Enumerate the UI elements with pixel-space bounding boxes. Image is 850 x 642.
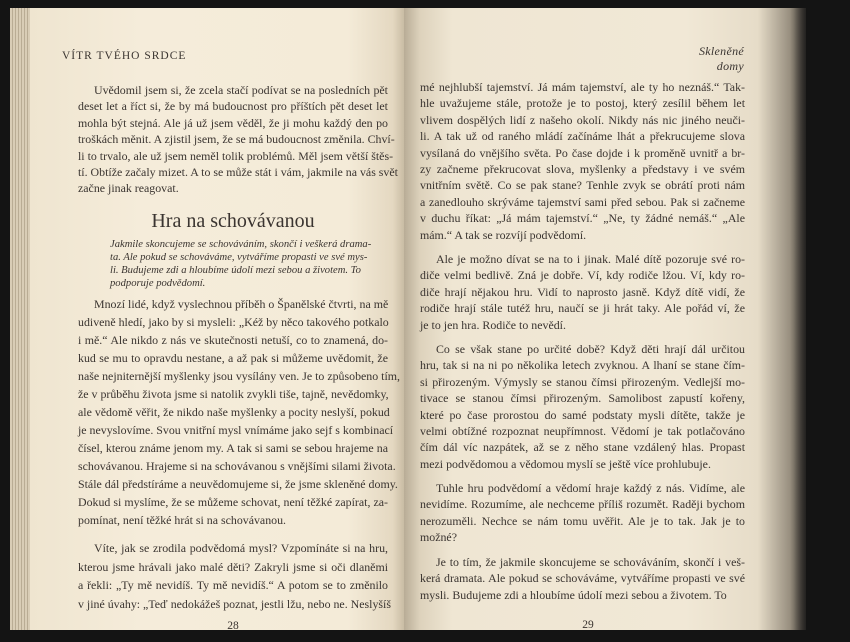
page-number-right: 29 <box>582 619 594 631</box>
page-edges <box>10 8 32 630</box>
text-line: mysli. Budujeme zdi a hloubíme údolí mezi sebou a životem. To <box>420 587 727 602</box>
book-edge-shadow <box>790 0 850 642</box>
text-line: pomínat, není těžké hrát si na schovávanou. <box>78 513 287 527</box>
text-line: Stále dál předstíráme a neuvědomujeme si, že jsme skleněné domy. <box>78 477 398 491</box>
running-header-right: Skleněné domy <box>698 44 744 73</box>
text-line: možné? <box>420 530 457 545</box>
text-line: Dokud si myslíme, že se můžeme schovat, není těžké zapírat, za- <box>78 495 388 509</box>
text-line: deset let a říct si, že by má budoucnost pro příštích pět deset let <box>78 99 388 114</box>
text-line: že v průběhu života jsme si natolik zvykli tiše, tajně, nevědomky, <box>78 387 389 401</box>
section-abstract <box>110 238 372 290</box>
text-line: velmi obtížné rozpoznat neupřímnost. Vědomí je tak potlačováno <box>420 423 745 438</box>
text-line: Je to tím, že jakmile skoncujeme se schováváním, skončí i veš- <box>436 555 745 569</box>
text-line: hru, tak si na ni po několika letech zvyknou. A lhaní se stane čím- <box>420 358 745 373</box>
text-line: mám.“ A tak se rozvíjí podvědomí. <box>420 227 587 242</box>
text-line: v jiné úvahy: „Teď nedokážeš poznat, jestli lžu, nebo ne. Neslyšíš <box>78 596 391 611</box>
text-line: v duchu říkat: „Já mám tajemství.“ „Ne, ty žádné nemáš.“ „Ale <box>420 211 745 226</box>
text-line: hle uvažujeme stále, protože je to postoj, který zesílil během let <box>420 96 745 111</box>
text-line: nevidíme. Rozumíme, ale nechceme příliš rozumět. Raději bychom <box>420 497 745 512</box>
text-line: rodiče hrají stále tutéž hru, naučí se ji hrát taky. Ale pořád ví, že <box>420 301 745 316</box>
text-line: čím dál víc nazpátek, až se z něho stane vzdálený hlas. Propast <box>420 440 745 455</box>
text-line: a zanedlouho skrýváme tajemství sami před sebou. Pak si začneme <box>420 194 745 209</box>
text-line: Víte, jak se zrodila podvědomá mysl? Vzpomínáte si na hru, <box>94 541 388 555</box>
paragraph <box>78 539 391 613</box>
text-line: nerozuměli. Nechce se nám tomu uvěřit. Ale je to tak. Jak je to <box>420 513 745 528</box>
text-line: tivace se stanou čímsi přirozeným. Samolibost zapustí kořeny, <box>420 391 745 406</box>
text-line: vysílaná do vnějšího světa. Po čase dojde i k proměně uvnitř a br- <box>420 145 745 160</box>
paragraph <box>420 79 745 243</box>
text-line: tí. Obtíže začaly mizet. A to se může stát i vám, jakmile na vás svět <box>78 164 398 179</box>
text-line: schovávanou. Hrajeme si na schovávanou s vnějšími silami života. <box>78 459 396 473</box>
text-line: Co se však stane po určité době? Když děti hrají dál určitou <box>436 342 745 356</box>
text-line: a řekli: „Ty mě nevidíš. Ty mě nevidíš.“ A potom se to změnilo <box>78 578 388 592</box>
text-line: li. Budujeme zdi a hloubíme údolí mezi sebou a životem. To <box>110 265 361 276</box>
text-line: diče velmi bedlivě. Zná je dobře. Ví, kdy rodiče lžou. Ví, kdy ro- <box>420 268 745 283</box>
text-line: vlivem dospělých lidí z našeho okolí. Nikdy nás nic jiného neuči- <box>420 112 745 127</box>
text-line: Jakmile skoncujeme se schováváním, skončí i veškerá drama- <box>110 239 372 250</box>
paragraph <box>78 295 400 529</box>
text-line: vnitřním světě. Co se pak stane? Tenhle zvyk se obrátí proti nám <box>420 178 745 193</box>
text-line: li. A tak už od raného mládí začínáme lhát a překrucujeme slova <box>420 129 745 144</box>
text-line: podporuje podvědomí. <box>110 278 206 289</box>
text-line: čísel, kterou známe jenom my. A tak si sami se sebou hrajeme na <box>78 441 388 455</box>
intro-paragraph <box>78 82 398 197</box>
text-line: ale vědomě věřit, že nikdo naše myšlenky a pocity neslyší, pokud <box>78 405 390 419</box>
text-line: kud se mu to opravdu nestane, a až pak si můžeme uvědomit, že <box>78 351 388 365</box>
paragraph <box>420 554 745 603</box>
paragraph <box>420 480 745 546</box>
text-line: naše nejniternější myšlenky jsou vysílány ven. Je to způsobeno tím, <box>78 369 400 383</box>
text-line: troškách měnit. A zjistil jsem, že se má budoucnost změnila. Chví- <box>78 132 395 147</box>
paragraph <box>420 251 745 333</box>
section-title: Hra na schovávanou <box>151 210 315 232</box>
text-line: Uvědomil jsem si, že zcela stačí podívat se na posledních pět <box>94 83 388 97</box>
text-line: kterou jsme hrávali jako malé děti? Zakryli jsme si oči dlaněmi <box>78 559 388 574</box>
text-line: si přirozeným. Výmysly se stanou čímsi přirozeným. Vedlejší mo- <box>420 374 745 389</box>
text-line: zy začneme překrucovat slova, myšlenky a představy i ve svém <box>420 161 745 176</box>
text-line: i mě.“ Ale nikdo z nás ve skutečnosti netuší, co to znamená, do- <box>78 333 388 347</box>
text-line: je to jen hra. Rodiče to nevědí. <box>420 317 566 332</box>
running-header-left: VÍTR TVÉHO SRDCE <box>62 50 187 62</box>
page-number-left: 28 <box>227 620 239 632</box>
text-line: začne jinak reagovat. <box>78 181 179 196</box>
text-line: diče hrají nějakou hru. Vidí to naprosto jasně. Když dítě vidí, že <box>420 284 745 299</box>
text-line: kerá dramata. Ale pokud se schováváme, vytváříme propasti ve své <box>420 571 745 586</box>
text-line: li to trvalo, ale už jsem neměl tolik problémů. Měl jsem větší štěs- <box>78 148 394 163</box>
paragraph <box>420 341 745 472</box>
text-line: Ale je možno dívat se na to i jinak. Malé dítě pozoruje své ro- <box>436 252 745 266</box>
text-line: mohla být stejná. Ale já už jsem věděl, že ji mohu každý den po <box>78 115 388 130</box>
text-line: udiveně hledí, jako by si mysleli: „Kéž by něco takového potkalo <box>78 315 389 329</box>
text-line: které po čase prorostou do samé podstaty mysli dítěte, takže je <box>420 407 745 422</box>
text-line: Tuhle hru podvědomí a vědomí hraje každý z nás. Vidíme, ale <box>436 481 745 495</box>
text-line: Mnozí lidé, když vyslechnou příběh o Španělské čtvrti, na mě <box>94 297 389 311</box>
text-line: ta. Ale pokud se schováváme, vytváříme propasti ve své mys- <box>110 252 368 263</box>
text-line: mezi podvědomou a vědomou myslí se ještě více prohlubuje. <box>420 456 711 471</box>
text-line: mé nejhlubší tajemství. Já mám tajemství, ale ty ho neznáš.“ Tak- <box>420 80 745 94</box>
text-line: je nevyslovíme. Svou vnitřní mysl vnímáme jako sejf s kombinací <box>78 423 394 437</box>
